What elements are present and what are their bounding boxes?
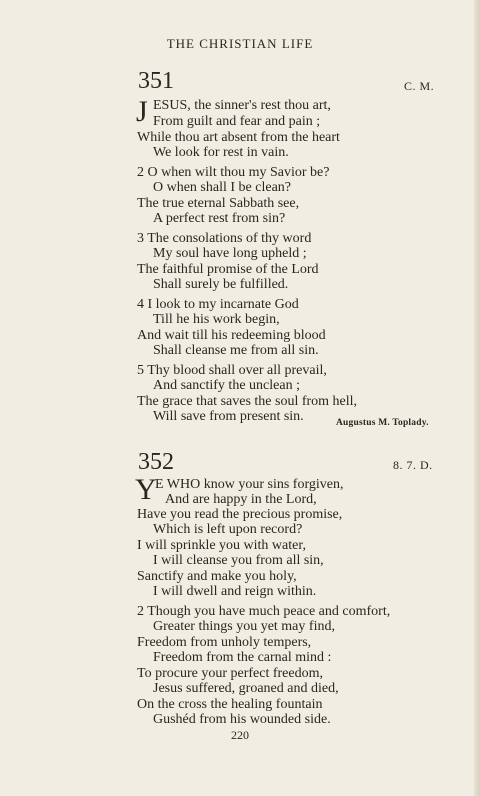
- verse-line: Shall surely be fulfilled.: [153, 277, 289, 292]
- verse-line: On the cross the healing fountain: [137, 697, 323, 712]
- drop-cap: Y: [135, 473, 157, 506]
- verse-line: I will dwell and reign within.: [153, 584, 317, 599]
- verse-line: From guilt and fear and pain ;: [153, 114, 321, 129]
- hymn-meter: 8. 7. D.: [393, 458, 433, 472]
- verse-line: And are happy in the Lord,: [165, 492, 317, 507]
- verse-line: The grace that saves the soul from hell,: [137, 394, 358, 409]
- verse-line: 2 O when wilt thou my Savior be?: [137, 165, 330, 180]
- verse-line: Will save from present sin.: [153, 409, 304, 424]
- verse-line: Gushéd from his wounded side.: [153, 712, 331, 727]
- verse-line: To procure your perfect freedom,: [137, 666, 323, 681]
- hymn-number: 351: [138, 68, 174, 94]
- page-number: 220: [231, 728, 249, 742]
- verse-line: The true eternal Sabbath see,: [137, 196, 300, 211]
- verse-line: Freedom from the carnal mind :: [153, 650, 332, 665]
- verse-line: We look for rest in vain.: [153, 145, 289, 160]
- verse-line: My soul have long upheld ;: [153, 246, 307, 261]
- verse-line: 2 Though you have much peace and comfort,: [137, 604, 391, 619]
- verse-line: O when shall I be clean?: [153, 180, 291, 195]
- page-edge: [474, 0, 480, 796]
- hymn-meter: C. M.: [404, 79, 435, 93]
- verse-line: 3 The consolations of thy word: [137, 231, 312, 246]
- verse-line: I will sprinkle you with water,: [137, 538, 306, 553]
- verse-line: Have you read the precious promise,: [137, 507, 343, 522]
- verse-line: Greater things you yet may find,: [153, 619, 335, 634]
- verse-line: And wait till his redeeming blood: [137, 328, 326, 343]
- verse-line: The faithful promise of the Lord: [137, 262, 319, 277]
- verse-line: E WHO know your sins forgiven,: [155, 477, 344, 492]
- verse-line: Sanctify and make you holy,: [137, 569, 297, 584]
- verse-line: Till he his work begin,: [153, 312, 280, 327]
- verse-line: I will cleanse you from all sin,: [153, 553, 324, 568]
- verse-line: 4 I look to my incarnate God: [137, 297, 299, 312]
- verse-line: While thou art absent from the heart: [137, 130, 340, 145]
- verse-line: ESUS, the sinner's rest thou art,: [153, 98, 331, 113]
- verse-line: And sanctify the unclean ;: [153, 378, 300, 393]
- verse-line: Shall cleanse me from all sin.: [153, 343, 319, 358]
- verse-line: Jesus suffered, groaned and died,: [153, 681, 339, 696]
- verse-line: Which is left upon record?: [153, 522, 303, 537]
- author-credit: Augustus M. Toplady.: [336, 418, 429, 428]
- hymn-number: 352: [138, 449, 174, 475]
- verse-line: 5 Thy blood shall over all prevail,: [137, 363, 327, 378]
- verse-line: A perfect rest from sin?: [153, 211, 286, 226]
- verse-line: Freedom from unholy tempers,: [137, 635, 312, 650]
- drop-cap: J: [136, 95, 148, 128]
- running-head: THE CHRISTIAN LIFE: [166, 36, 314, 51]
